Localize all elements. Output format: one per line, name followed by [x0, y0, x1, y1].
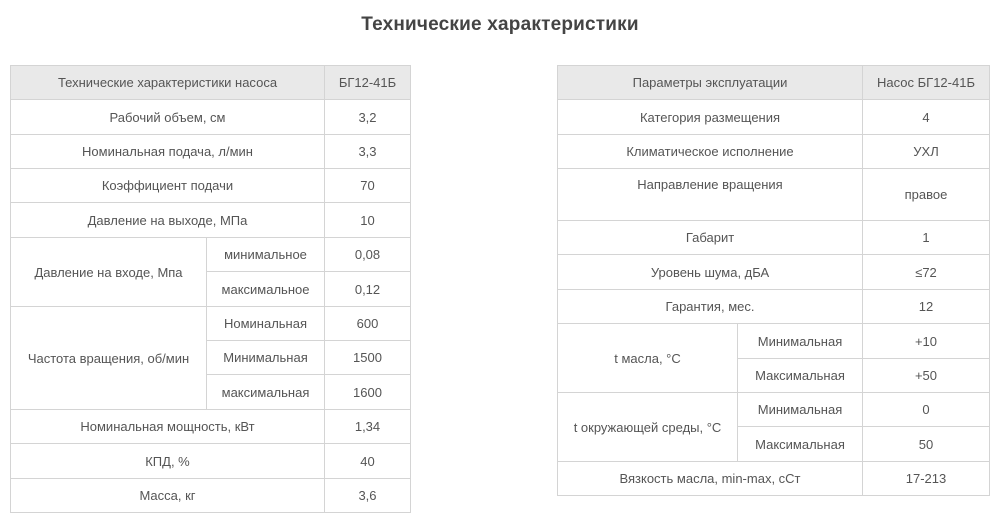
row-label: Климатическое исполнение: [558, 135, 863, 169]
row-value: правое: [863, 169, 990, 221]
table-header-row: [558, 66, 990, 100]
row-group-label: Частота вращения, об/мин: [11, 307, 207, 410]
table-row: [558, 393, 990, 427]
table-row: [558, 100, 990, 135]
row-label: Гарантия, мес.: [558, 290, 863, 324]
header-value: Насос БГ12-41Б: [863, 66, 990, 100]
table-row: [558, 462, 990, 496]
table-row: [11, 307, 411, 341]
row-label: Масса, кг: [11, 479, 325, 513]
table-row: [11, 135, 411, 169]
row-label: Вязкость масла, min-max, сСт: [558, 462, 863, 496]
row-label: Категория размещения: [558, 100, 863, 135]
page-title: Технические характеристики: [361, 14, 639, 35]
table-row: [11, 169, 411, 203]
row-label: Габарит: [558, 221, 863, 255]
row-value: 10: [325, 203, 411, 238]
table-row: [11, 444, 411, 479]
row-sub-label: Минимальная: [207, 341, 325, 375]
row-label: Направление вращения: [558, 169, 863, 221]
row-value: 1,34: [325, 410, 411, 444]
row-label: Уровень шума, дБА: [558, 255, 863, 290]
table-row: [558, 135, 990, 169]
row-value: УХЛ: [863, 135, 990, 169]
row-value: 3,3: [325, 135, 411, 169]
row-value: 0,08: [325, 238, 411, 272]
pump-specs-table: [10, 65, 411, 513]
row-value: 40: [325, 444, 411, 479]
table-row: [558, 324, 990, 359]
row-label: Номинальная подача, л/мин: [11, 135, 325, 169]
row-value: +50: [863, 359, 990, 393]
row-group-label: Давление на входе, Мпа: [11, 238, 207, 307]
header-param: Параметры эксплуатации: [558, 66, 863, 100]
table-row: [11, 410, 411, 444]
row-sub-label: Номинальная: [207, 307, 325, 341]
table-row: [11, 238, 411, 272]
row-group-label: t масла, °С: [558, 324, 738, 393]
row-value: 3,6: [325, 479, 411, 513]
row-value: 70: [325, 169, 411, 203]
row-group-label: t окружающей среды, °С: [558, 393, 738, 462]
row-label: Давление на выходе, МПа: [11, 203, 325, 238]
row-sub-label: Минимальная: [738, 393, 863, 427]
row-label: КПД, %: [11, 444, 325, 479]
row-value: 1: [863, 221, 990, 255]
row-value: 1500: [325, 341, 411, 375]
row-value: 3,2: [325, 100, 411, 135]
row-sub-label: Максимальная: [738, 427, 863, 462]
table-row: [11, 203, 411, 238]
row-label: Рабочий объем, см: [11, 100, 325, 135]
row-value: 1600: [325, 375, 411, 410]
row-value: 600: [325, 307, 411, 341]
operating-params-table: [557, 65, 990, 496]
row-sub-label: максимальное: [207, 272, 325, 307]
row-value: +10: [863, 324, 990, 359]
row-sub-label: минимальное: [207, 238, 325, 272]
row-sub-label: Минимальная: [738, 324, 863, 359]
row-sub-label: максимальная: [207, 375, 325, 410]
row-value: 50: [863, 427, 990, 462]
table-row: [558, 255, 990, 290]
row-value: 0,12: [325, 272, 411, 307]
row-label: Номинальная мощность, кВт: [11, 410, 325, 444]
row-value: 0: [863, 393, 990, 427]
row-label: Коэффициент подачи: [11, 169, 325, 203]
table-row: [558, 169, 990, 221]
row-sub-label: Максимальная: [738, 359, 863, 393]
row-value: 17-213: [863, 462, 990, 496]
row-value: 12: [863, 290, 990, 324]
header-value: БГ12-41Б: [325, 66, 411, 100]
table-row: [558, 290, 990, 324]
table-row: [11, 479, 411, 513]
table-row: [11, 100, 411, 135]
row-value: 4: [863, 100, 990, 135]
table-row: [558, 221, 990, 255]
table-header-row: [11, 66, 411, 100]
header-param: Технические характеристики насоса: [11, 66, 325, 100]
row-value: ≤72: [863, 255, 990, 290]
